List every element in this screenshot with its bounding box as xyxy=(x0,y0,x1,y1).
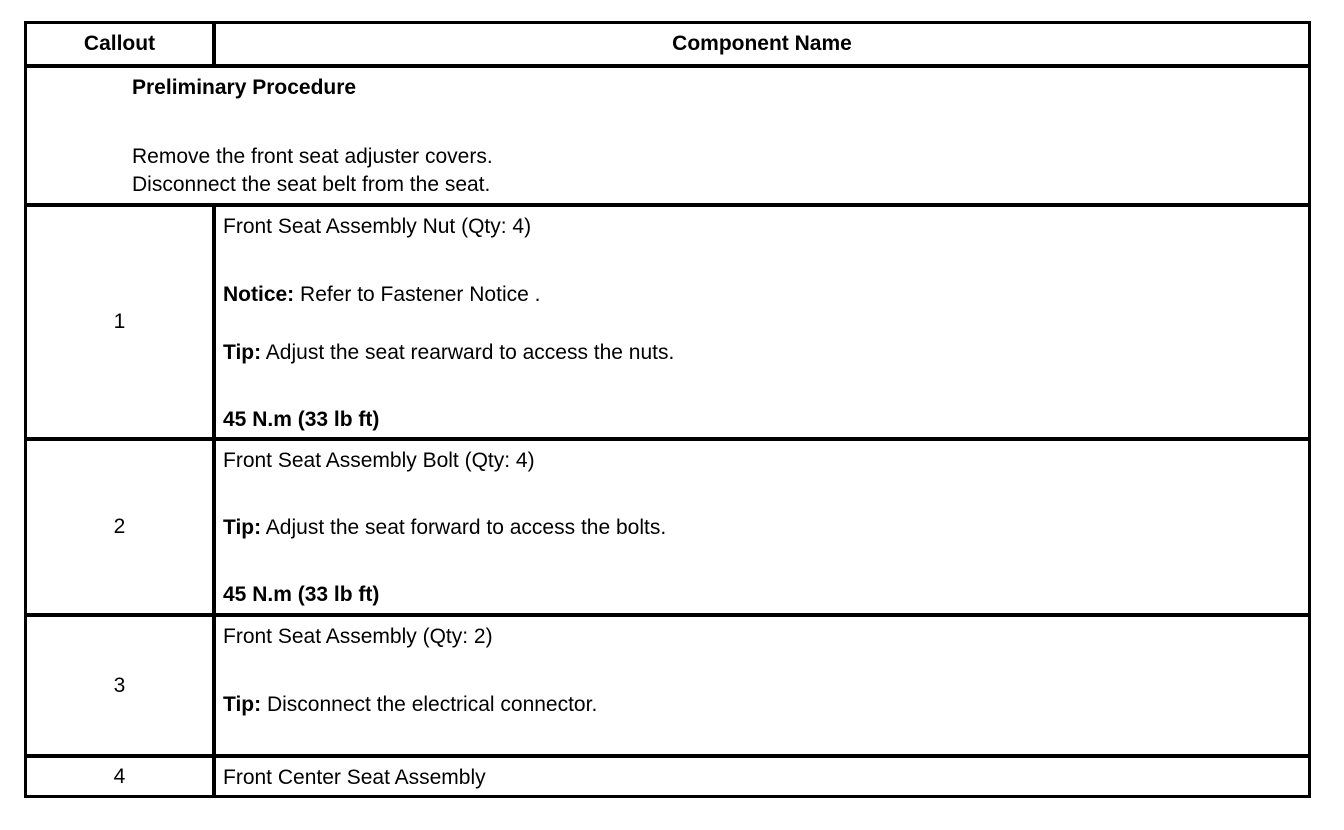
callout-number: 2 xyxy=(27,441,216,613)
tip-text: Adjust the seat rearward to access the nuts. xyxy=(261,341,675,364)
tip-line xyxy=(223,341,674,365)
component-name: Front Center Seat Assembly xyxy=(223,766,486,789)
table-row xyxy=(27,203,1308,437)
table-row xyxy=(27,613,1308,754)
torque-spec: 45 N.m (33 lb ft) xyxy=(223,408,380,431)
notice-text: Refer to Fastener Notice . xyxy=(294,283,541,306)
preliminary-procedure xyxy=(27,68,1308,203)
component-name: Front Seat Assembly Bolt (Qty: 4) xyxy=(223,449,535,472)
callout-number: 4 xyxy=(27,758,216,795)
preliminary-title: Preliminary Procedure xyxy=(132,76,357,99)
tip-label: Tip: xyxy=(223,341,262,364)
table-header-row xyxy=(27,24,1308,64)
component-cell xyxy=(216,617,1308,754)
preliminary-step: Disconnect the seat belt from the seat. xyxy=(132,173,491,196)
component-cell xyxy=(216,441,1308,613)
component-name: Front Seat Assembly (Qty: 2) xyxy=(223,625,493,648)
header-component-name: Component Name xyxy=(672,32,852,55)
notice-label: Notice: xyxy=(223,283,295,306)
preliminary-step: Remove the front seat adjuster covers. xyxy=(132,145,493,168)
preliminary-procedure-row xyxy=(27,64,1308,203)
tip-line xyxy=(223,516,666,540)
callout-number: 3 xyxy=(27,617,216,754)
table-row xyxy=(27,754,1308,795)
tip-label: Tip: xyxy=(223,693,262,716)
component-cell xyxy=(216,758,1308,795)
component-name: Front Seat Assembly Nut (Qty: 4) xyxy=(223,215,532,238)
tip-text: Disconnect the electrical connector. xyxy=(261,693,598,716)
tip-text: Adjust the seat forward to access the bolts. xyxy=(261,516,667,539)
tip-line xyxy=(223,693,597,717)
component-cell xyxy=(216,207,1308,437)
table-row xyxy=(27,437,1308,613)
torque-spec: 45 N.m (33 lb ft) xyxy=(223,583,380,606)
callout-number: 1 xyxy=(27,207,216,437)
notice-line xyxy=(223,283,540,307)
tip-label: Tip: xyxy=(223,516,262,539)
header-callout: Callout xyxy=(27,24,216,64)
component-table xyxy=(24,21,1311,798)
